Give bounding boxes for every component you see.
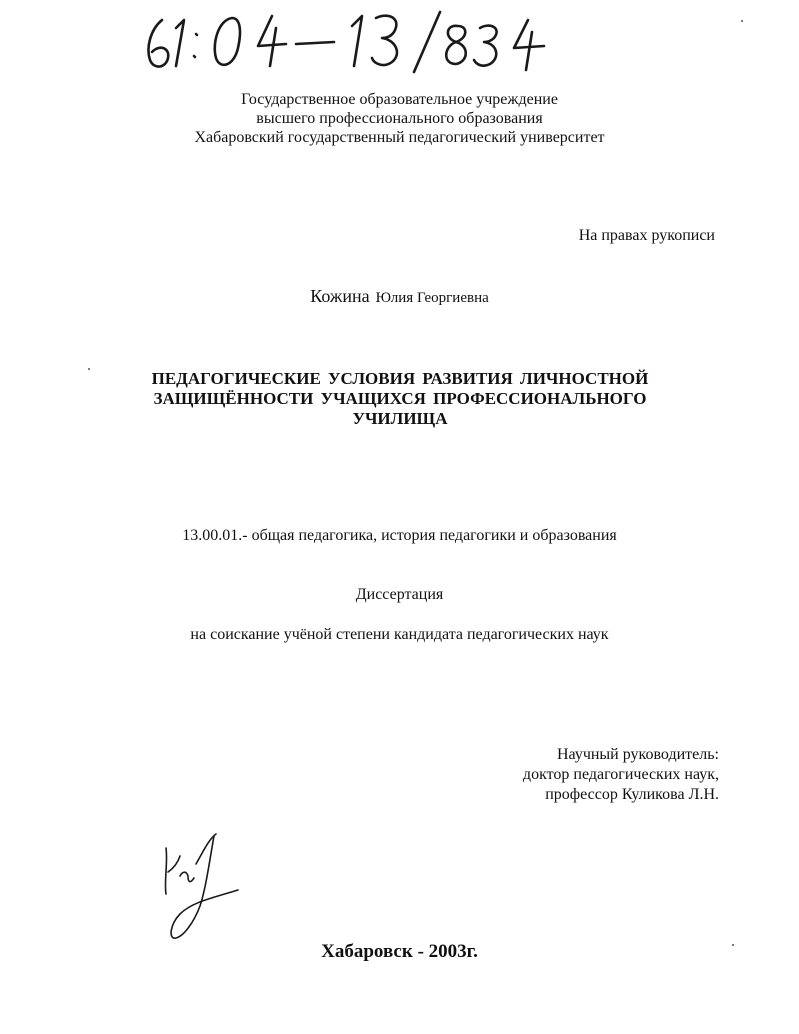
signature-drawing — [158, 828, 248, 948]
manuscript-rights-label: На правах рукописи — [578, 227, 715, 244]
institution-line-3: Хабаровский государственный педагогический университет — [194, 129, 605, 146]
institution-block — [0, 90, 799, 147]
author-given-names: Юлия Георгиевна — [375, 290, 489, 306]
scan-speck — [88, 368, 90, 370]
dissertation-title — [100, 369, 700, 429]
scientific-advisor-block — [523, 745, 719, 805]
handwritten-signature — [158, 828, 248, 948]
scan-speck — [741, 20, 743, 22]
title-line-3: УЧИЛИЩА — [352, 409, 448, 428]
institution-line-1: Государственное образовательное учреждение — [241, 91, 558, 108]
document-type: Диссертация — [355, 586, 444, 603]
degree-sought: на соискание учёной степени кандидата педагогических наук — [190, 626, 609, 643]
handwritten-shelfmark-drawing — [140, 4, 560, 80]
advisor-line-3: профессор Куликова Л.Н. — [545, 786, 719, 803]
advisor-line-1: Научный руководитель: — [556, 746, 719, 763]
specialty-code: 13.00.01.- общая педагогика, история педагогики и образования — [182, 527, 617, 544]
scan-speck — [732, 944, 734, 946]
handwritten-shelfmark — [140, 4, 560, 80]
title-line-1: ПЕДАГОГИЧЕСКИЕ УСЛОВИЯ РАЗВИТИЯ ЛИЧНОСТНОЙ — [151, 369, 649, 388]
institution-line-2: высшего профессионального образования — [256, 110, 543, 127]
advisor-line-2: доктор педагогических наук, — [522, 766, 719, 783]
author-name — [0, 286, 799, 307]
city-and-year: Хабаровск - 2003г. — [321, 941, 478, 962]
author-surname: Кожина — [310, 286, 370, 306]
title-line-2: ЗАЩИЩЁННОСТИ УЧАЩИХСЯ ПРОФЕССИОНАЛЬНОГО — [153, 389, 647, 408]
